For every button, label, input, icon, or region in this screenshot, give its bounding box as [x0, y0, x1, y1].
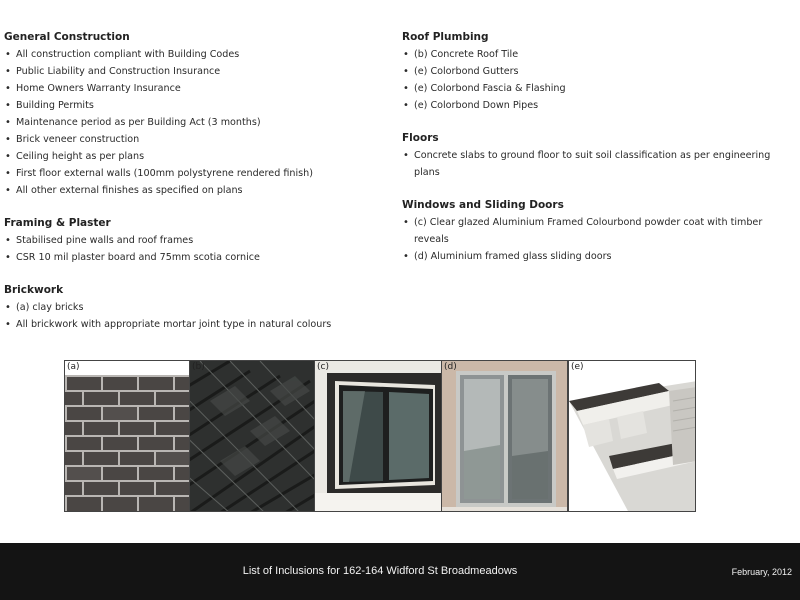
brick-wall-photo	[64, 360, 190, 512]
list-item: • (e) Colorbond Fascia & Flashing	[402, 80, 792, 97]
sliding-door-icon	[442, 361, 568, 512]
window-icon	[315, 361, 442, 512]
list-item: • CSR 10 mil plaster board and 75mm scotia cornice	[4, 249, 384, 266]
list-item: • Stabilised pine walls and roof frames	[4, 232, 384, 249]
photo-tag: (d)	[444, 362, 457, 372]
photo-tag: (b)	[192, 362, 205, 372]
section-roof-plumbing	[402, 30, 792, 114]
list-item: • Maintenance period as per Building Act (3 months)	[4, 114, 384, 131]
section-heading: Brickwork	[4, 284, 64, 296]
list-item: • (b) Concrete Roof Tile	[402, 46, 792, 63]
list-item: • (c) Clear glazed Aluminium Framed Colourbond powder coat with timber reveals	[402, 214, 792, 248]
list-item: • Brick veneer construction	[4, 131, 384, 148]
list-item: • Home Owners Warranty Insurance	[4, 80, 384, 97]
section-heading: Framing & Plaster	[4, 217, 111, 229]
section-framing-plaster	[4, 216, 384, 266]
list-item: • (e) Colorbond Down Pipes	[402, 97, 792, 114]
footer-date: February, 2012	[731, 567, 792, 577]
list-item: • All brickwork with appropriate mortar joint type in natural colours	[4, 316, 384, 333]
list-item: • All other external finishes as specified on plans	[4, 182, 384, 199]
brick-wall-icon	[65, 361, 190, 512]
roof-tile-icon	[190, 361, 315, 512]
list-item: • (d) Aluminium framed glass sliding doors	[402, 248, 792, 265]
section-windows-doors	[402, 198, 792, 265]
photo-tag: (c)	[317, 362, 329, 372]
footer-title: List of Inclusions for 162-164 Widford St Broadmeadows	[242, 565, 518, 577]
list-item: • Ceiling height as per plans	[4, 148, 384, 165]
gutter-fascia-icon	[569, 361, 696, 512]
roof-tile-photo	[189, 360, 315, 512]
list-item: • (e) Colorbond Gutters	[402, 63, 792, 80]
list-item: • First floor external walls (100mm polystyrene rendered finish)	[4, 165, 384, 182]
section-heading: General Construction	[4, 31, 130, 43]
photo-tag: (e)	[571, 362, 584, 372]
left-column	[4, 30, 384, 350]
section-floors	[402, 131, 792, 181]
section-heading: Roof Plumbing	[402, 31, 489, 43]
photo-tag: (a)	[67, 362, 80, 372]
right-column	[402, 30, 792, 282]
list-item: • All construction compliant with Building Codes	[4, 46, 384, 63]
section-heading: Windows and Sliding Doors	[402, 199, 564, 211]
sliding-door-photo	[441, 360, 568, 512]
list-item: • Public Liability and Construction Insurance	[4, 63, 384, 80]
section-heading: Floors	[402, 132, 439, 144]
list-item: • Building Permits	[4, 97, 384, 114]
list-item: • (a) clay bricks	[4, 299, 384, 316]
section-general-construction	[4, 30, 384, 199]
window-photo	[314, 360, 442, 512]
list-item: • Concrete slabs to ground floor to suit soil classification as per engineering plans	[402, 147, 792, 181]
section-brickwork	[4, 283, 384, 333]
photo-strip	[64, 360, 696, 512]
footer-bar	[0, 543, 800, 600]
gutter-fascia-photo	[568, 360, 696, 512]
